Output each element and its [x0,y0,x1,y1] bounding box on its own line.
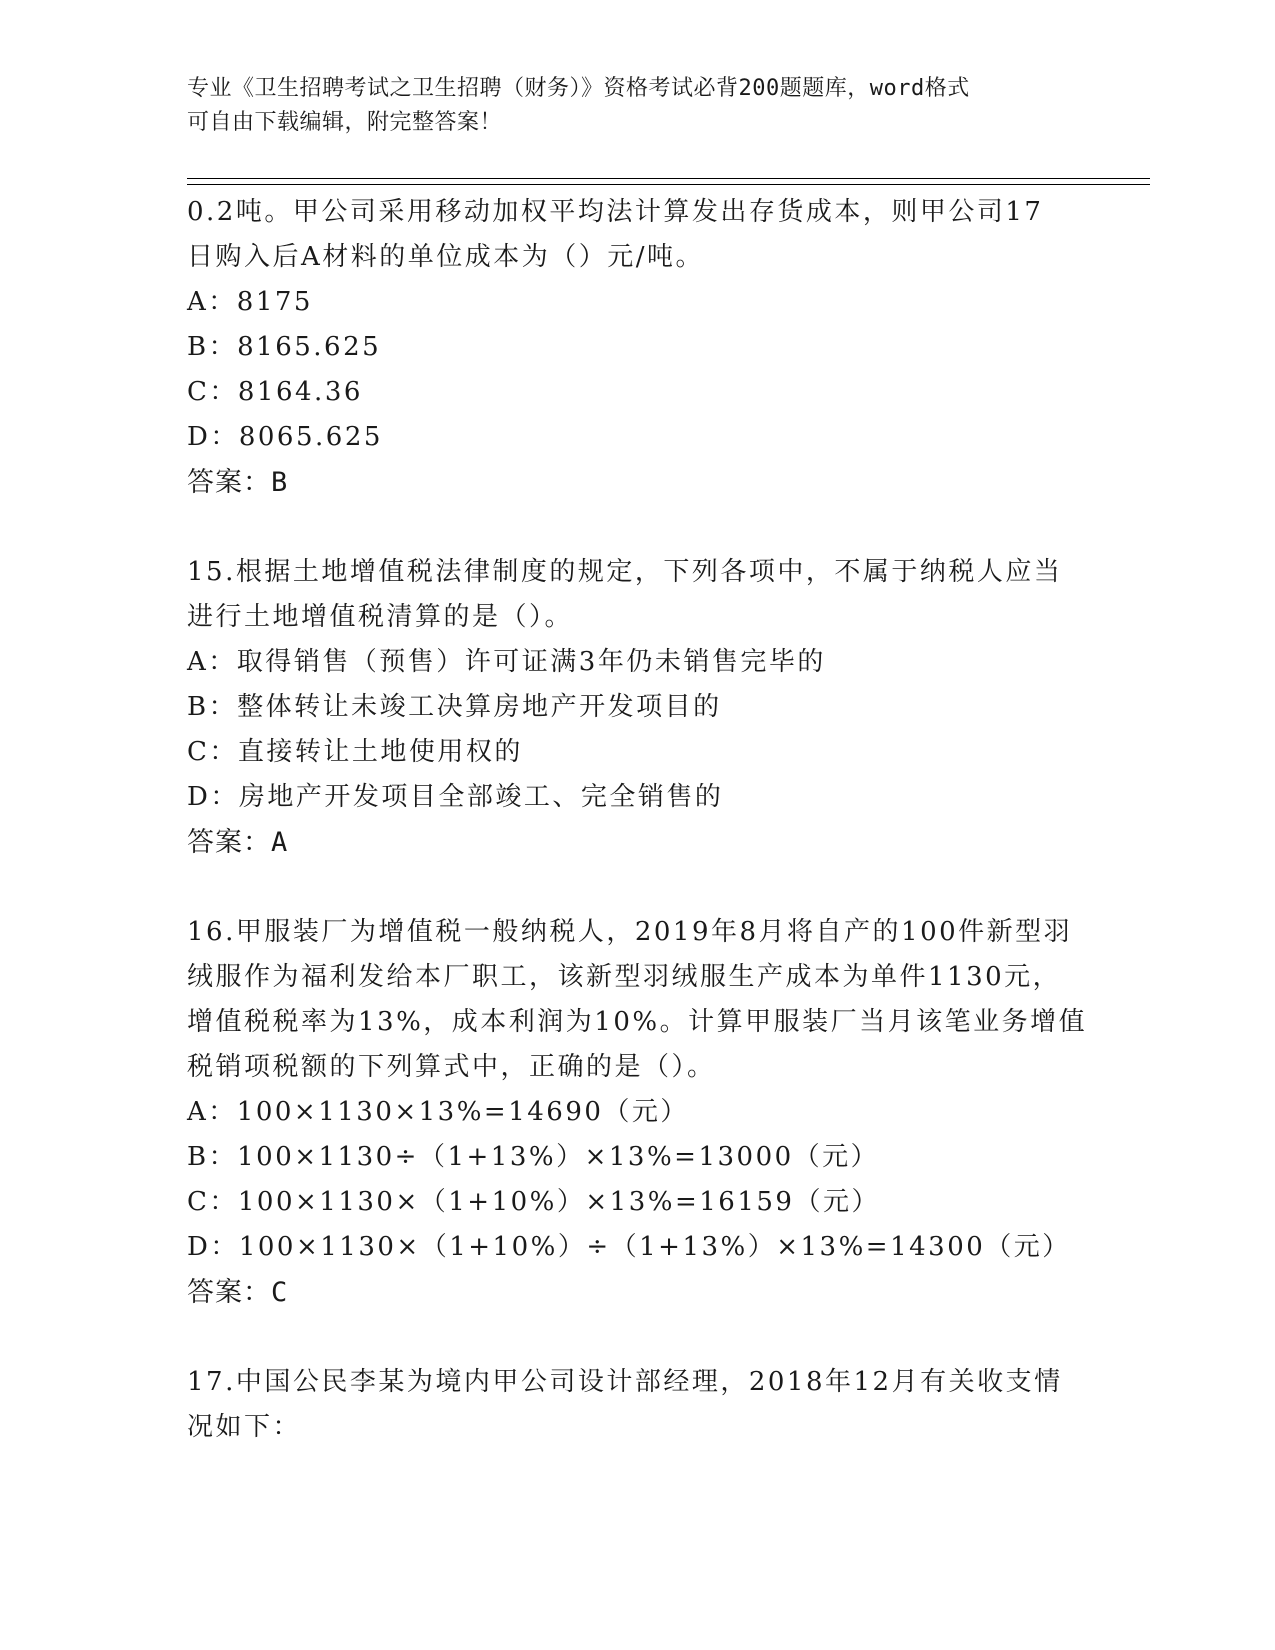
option-b: B：100×1130÷（1+13%）×13%=13000（元） [187,1142,880,1172]
question-stem-line: 16.甲服装厂为增值税一般纳税人，2019年8月将自产的100件新型羽 [187,917,1073,947]
answer-line: 答案：B [187,467,289,498]
option-c: C：8164.36 [187,377,363,407]
question-stem-line: 15.根据土地增值税法律制度的规定，下列各项中，不属于纳税人应当 [187,557,1063,587]
answer-line: 答案：A [187,827,289,858]
option-a: A：8175 [187,287,313,317]
question-stem-line: 日购入后A材料的单位成本为（）元/吨。 [187,242,705,272]
question-stem-line: 增值税税率为13%，成本利润为10%。计算甲服装厂当月该笔业务增值 [187,1007,1088,1037]
question-stem-line: 17.中国公民李某为境内甲公司设计部经理，2018年12月有关收支情 [187,1367,1063,1397]
header-divider-top [187,178,1150,179]
option-a: A：取得销售（预售）许可证满3年仍未销售完毕的 [187,647,826,677]
header-divider-bottom [187,184,1150,185]
question-stem-line: 进行土地增值税清算的是（）。 [187,602,574,632]
spacer [187,865,1087,910]
question-stem-line: 税销项税额的下列算式中，正确的是（）。 [187,1052,716,1082]
spacer [187,1315,1087,1360]
question-stem-line: 况如下： [187,1412,302,1442]
question-15 [187,550,1087,865]
answer-line: 答案：C [187,1277,289,1308]
option-b: B：整体转让未竣工决算房地产开发项目的 [187,692,722,722]
header-line-1: 专业《卫生招聘考试之卫生招聘（财务）》资格考试必背200题题库，word格式 [187,76,970,101]
spacer [187,505,1087,550]
question-16 [187,910,1087,1315]
question-stem-line: 0.2吨。甲公司采用移动加权平均法计算发出存货成本，则甲公司17 [187,197,1044,227]
option-b: B：8165.625 [187,332,382,362]
option-d: D：房地产开发项目全部竣工、完全销售的 [187,782,724,812]
question-14 [187,190,1087,505]
option-a: A：100×1130×13%=14690（元） [187,1097,689,1127]
page-header [187,72,1067,140]
question-17 [187,1360,1087,1450]
question-list [187,190,1087,1450]
option-d: D：100×1130×（1+10%）÷（1+13%）×13%=14300（元） [187,1232,1071,1262]
option-d: D：8065.625 [187,422,383,452]
option-c: C：100×1130×（1+10%）×13%=16159（元） [187,1187,880,1217]
header-line-2: 可自由下载编辑，附完整答案！ [187,110,503,135]
question-stem-line: 绒服作为福利发给本厂职工，该新型羽绒服生产成本为单件1130元， [187,962,1062,992]
option-c: C：直接转让土地使用权的 [187,737,523,767]
